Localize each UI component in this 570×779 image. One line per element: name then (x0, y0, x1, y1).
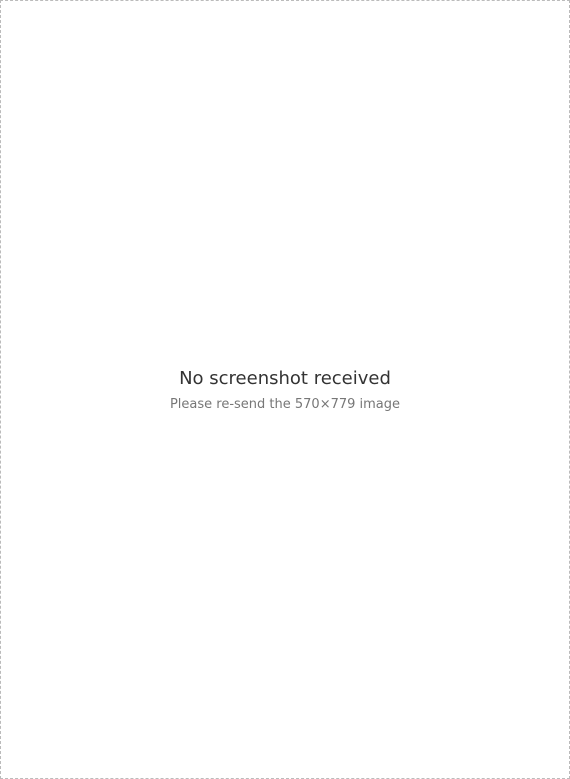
placeholder-note: Please re-send the 570×779 image (169, 396, 401, 412)
placeholder-message: No screenshot received (179, 367, 391, 389)
